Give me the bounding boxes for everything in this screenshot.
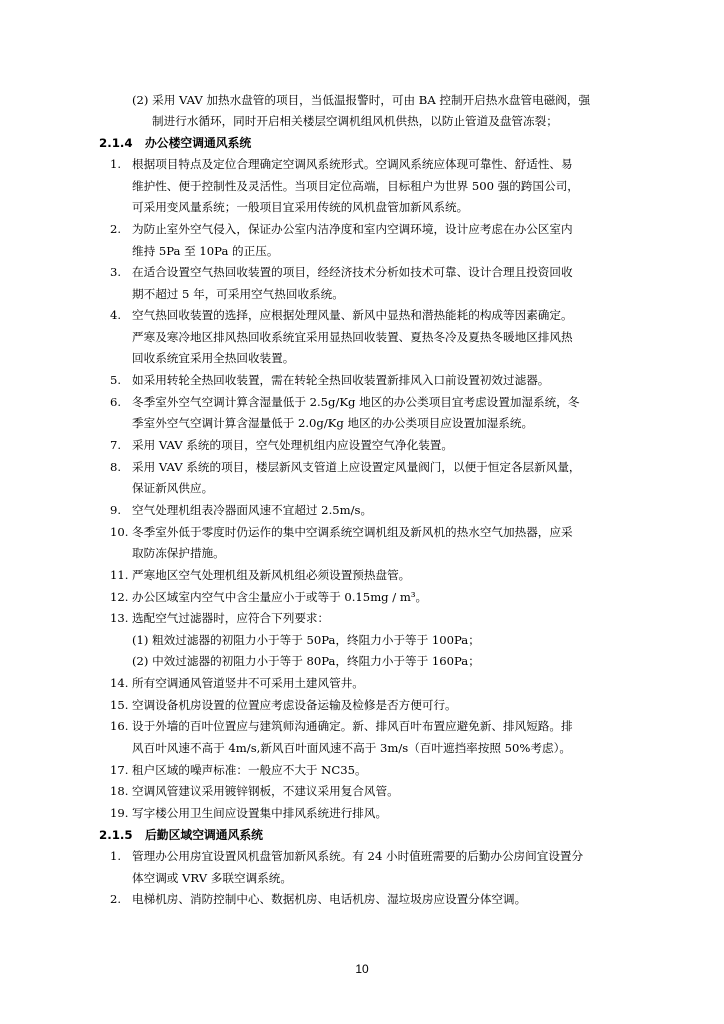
item-number: 15.: [110, 698, 129, 712]
item-text: (1) 粗效过滤器的初阻力小于等于 50Pa，终阻力小于等于 100Pa；: [132, 633, 480, 647]
item-number: 6.: [110, 395, 122, 409]
item-number: 9.: [110, 503, 122, 517]
item-text: 制进行水循环，同时开启相关楼层空调机组风机供热，以防止管道及盘管冻裂；: [152, 114, 558, 128]
item-number: 1.: [110, 849, 122, 863]
item-text: (2) 中效过滤器的初阻力小于等于 80Pa，终阻力小于等于 160Pa；: [132, 654, 480, 668]
item-text: 选配空气过滤器时，应符合下列要求：: [132, 611, 330, 625]
item-number: 7.: [110, 438, 122, 452]
section-title: 办公楼空调通风系统: [145, 136, 252, 150]
item-number: 16.: [110, 719, 129, 733]
item-text: 季室外空气空调计算含湿量低于 2.0g/Kg 地区的办公类项目应设置加湿系统。: [132, 416, 534, 430]
item-text: 冬季室外低于零度时仍运作的集中空调系统空调机组及新风机的热水空气加热器，应采: [132, 525, 573, 539]
item-number: 11.: [110, 568, 129, 582]
item-number: 8.: [110, 460, 122, 474]
item-number: 18.: [110, 784, 129, 798]
item-text: 维持 5Pa 至 10Pa 的正压。: [132, 244, 279, 258]
item-text: 采用 VAV 系统的项目，空气处理机组内应设置空气净化装置。: [132, 438, 453, 452]
item-text: 严寒及寒冷地区排风热回收系统宜采用显热回收装置、夏热冬冷及夏热冬暖地区排风热: [132, 330, 573, 344]
item-number: 12.: [110, 590, 129, 604]
item-text: 可采用变风量系统；一般项目宜采用传统的风机盘管加新风系统。: [132, 200, 469, 214]
item-text: 写字楼公用卫生间应设置集中排风系统进行排风。: [132, 806, 388, 820]
item-text: 管理办公用房宜设置风机盘管加新风系统。有 24 小时值班需要的后勤办公房间宜设置分: [132, 849, 584, 863]
item-text: 设于外墙的百叶位置应与建筑师沟通确定。新、排风百叶布置应避免新、排风短路。排: [132, 719, 573, 733]
item-text: 取防冻保护措施。: [132, 546, 225, 560]
item-number: 1.: [110, 157, 122, 171]
page-number: 10: [355, 962, 369, 976]
section-number: 2.1.5: [99, 828, 133, 842]
item-text: 风百叶风速不高于 4m/s,新风百叶面风速不高于 3m/s（百叶遮挡率按照 50%考虑）。: [132, 741, 571, 755]
item-text: 保证新风供应。: [132, 481, 214, 495]
item-number: 10.: [110, 525, 129, 539]
item-number: 2.: [110, 892, 122, 906]
item-number: 5.: [110, 373, 122, 387]
item-number: 4.: [110, 308, 122, 322]
item-text: 空气处理机组表冷器面风速不宜超过 2.5m/s。: [132, 503, 373, 517]
item-text: 回收系统宜采用全热回收装置。: [132, 351, 295, 365]
item-text: 严寒地区空气处理机组及新风机组必须设置预热盘管。: [132, 568, 411, 582]
item-text: 办公区域室内空气中含尘量应小于或等于 0.15mg / m³。: [132, 590, 428, 604]
item-number: 3.: [110, 265, 122, 279]
item-number: 17.: [110, 763, 129, 777]
item-text: 体空调或 VRV 多联空调系统。: [132, 871, 292, 885]
item-text: 空气热回收装置的选择，应根据处理风量、新风中显热和潜热能耗的构成等因素确定。: [132, 308, 573, 322]
item-text: 空调设备机房设置的位置应考虑设备运输及检修是否方便可行。: [132, 698, 457, 712]
item-text: 为防止室外空气侵入，保证办公室内洁净度和室内空调环境，设计应考虑在办公区室内: [132, 222, 573, 236]
item-number: 2.: [110, 222, 122, 236]
item-text: 所有空调通风管道竖井不可采用土建风管井。: [132, 676, 364, 690]
item-text: 维护性、便于控制性及灵活性。当项目定位高端，目标租户为世界 500 强的跨国公司，: [132, 179, 579, 193]
item-text: 空调风管建议采用镀锌钢板，不建议采用复合风管。: [132, 784, 399, 798]
item-text: 在适合设置空气热回收装置的项目，经经济技术分析如技术可靠、设计合理且投资回收: [132, 265, 573, 279]
item-text: 采用 VAV 系统的项目，楼层新风支管道上应设置定风量阀门，以便于恒定各层新风量，: [132, 460, 581, 474]
item-text: (2) 采用 VAV 加热水盘管的项目，当低温报警时，可由 BA 控制开启热水盘管电磁阀，强: [132, 93, 591, 107]
item-text: 根据项目特点及定位合理确定空调风系统形式。空调风系统应体现可靠性、舒适性、易: [132, 157, 573, 171]
item-text: 电梯机房、消防控制中心、数据机房、电话机房、湿垃圾房应设置分体空调。: [132, 892, 527, 906]
item-number: 13.: [110, 611, 129, 625]
item-text: 租户区域的噪声标准：一般应不大于 NC35。: [132, 763, 367, 777]
item-text: 期不超过 5 年，可采用空气热回收系统。: [132, 287, 344, 301]
section-number: 2.1.4: [99, 136, 133, 150]
section-title: 后勤区域空调通风系统: [145, 828, 263, 842]
item-text: 如采用转轮全热回收装置，需在转轮全热回收装置新排风入口前设置初效过滤器。: [132, 373, 550, 387]
item-number: 14.: [110, 676, 129, 690]
item-number: 19.: [110, 806, 129, 820]
item-text: 冬季室外空气空调计算含湿量低于 2.5g/Kg 地区的办公类项目宜考虑设置加湿系统，冬: [132, 395, 580, 409]
